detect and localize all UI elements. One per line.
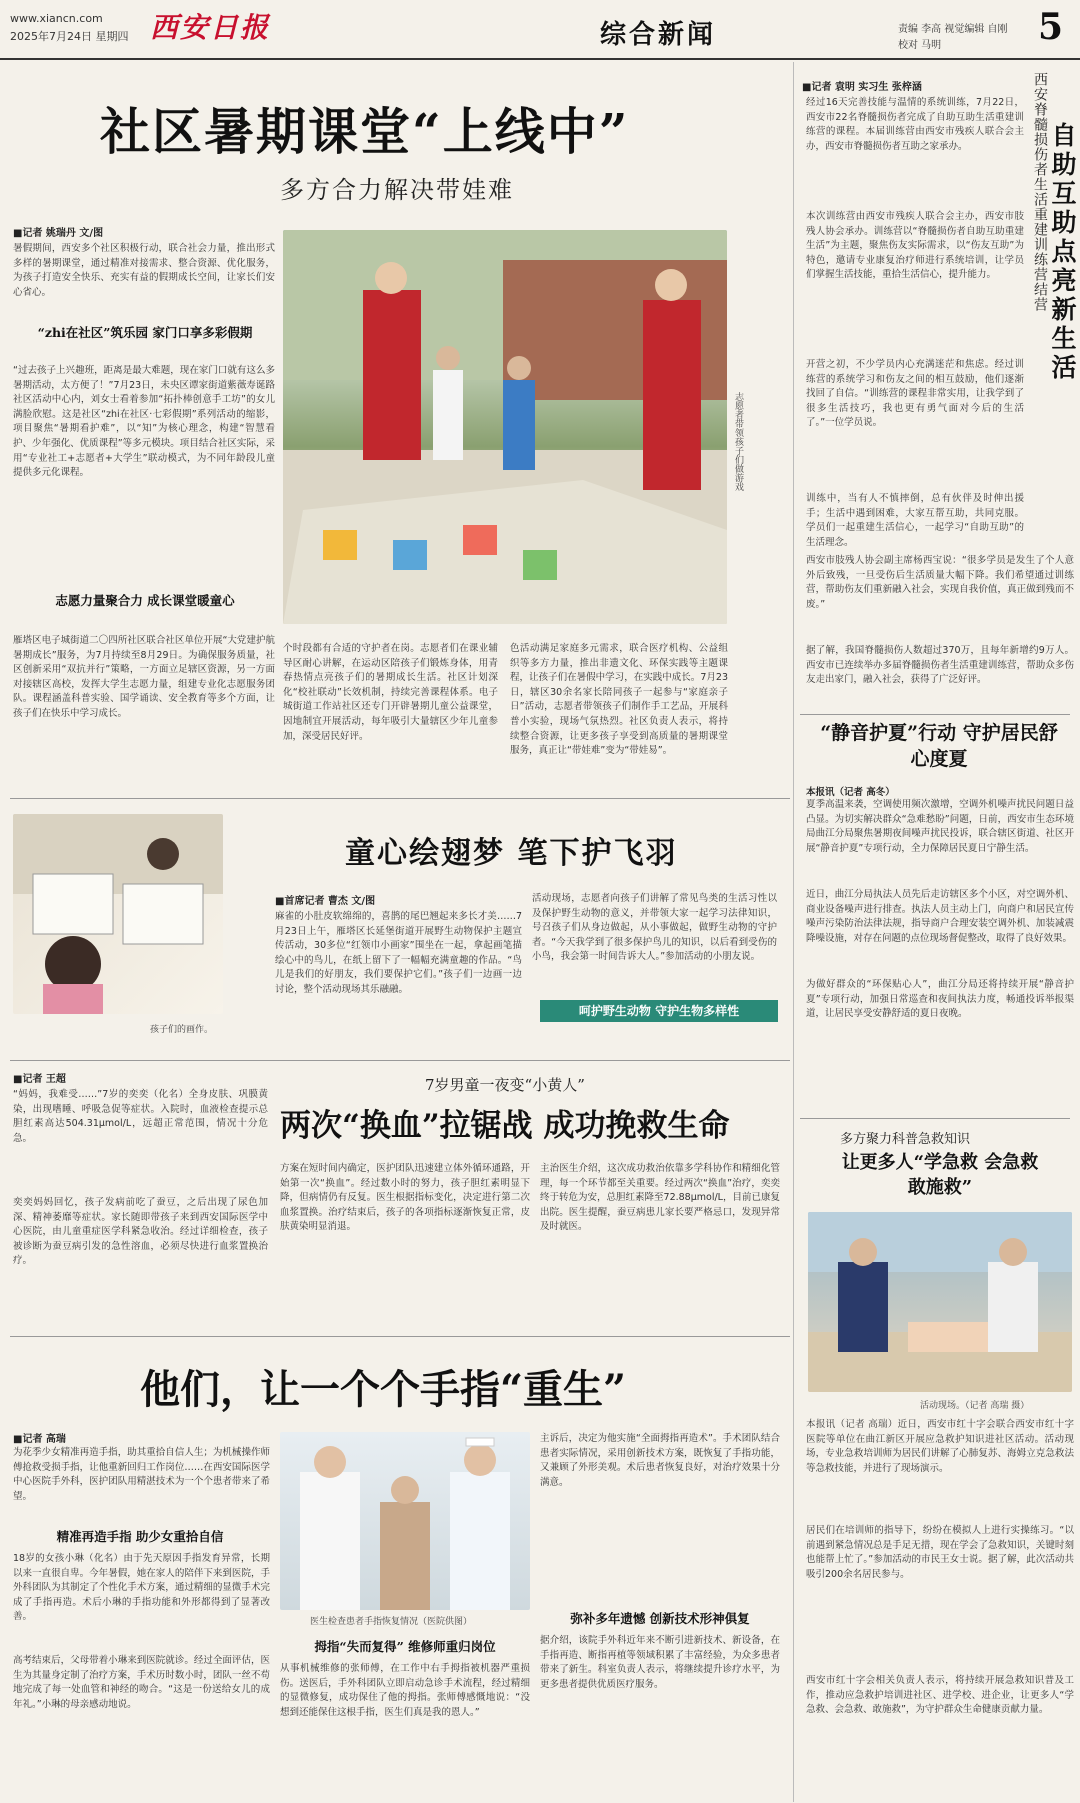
article-quiet-summer: [800, 716, 1080, 1076]
divider: [10, 798, 790, 799]
byline: ■记者 姚瑞丹 文/图: [13, 228, 104, 239]
headline: “静音护夏”行动 守护居民舒心度夏: [820, 722, 1058, 770]
paragraph: 近日，曲江分局执法人员先后走访辖区多个小区，对空调外机、商业设备噪声进行排查。执法人员主动上门，向商户和居民宣传噪声污染防治法律法规，指导商户合理安装空调外机、加装减震降噪设施，对存在问题的点位现场督促整改，取得了良好效果。: [806, 889, 1074, 944]
article-first-aid: [800, 1120, 1080, 1803]
photo-illustration: [808, 1212, 1072, 1392]
paragraph: 本报讯（记者 高瑞）近日，西安市红十字会联合西安市红十字医院等单位在曲江新区开展应急救护知识进社区活动。活动现场，专业急救培训师为居民们讲解了心肺复苏、海姆立克急救法等急救技能，并进行了现场演示。: [806, 1419, 1074, 1474]
banner-text: 呵护野生动物 守护生物多样性: [578, 1004, 740, 1018]
kicker: 7岁男童一夜变“小黄人”: [425, 1076, 585, 1094]
article-bird-drawing: [0, 800, 800, 1040]
lead-paragraph: 为花季少女精准再造手指，助其重拾自信人生；为机械操作师傅抢救受损手指，让他重新回归工作岗位……在西安国际医学中心医院手外科，医护团队用精湛技术为一个个患者带来了希望。: [13, 1447, 270, 1502]
headline: 社区暑期课堂“上线中”: [100, 102, 630, 161]
paragraph: 高考结束后，父母带着小琳来到医院就诊。经过全面评估，医生为其量身定制了治疗方案，手术历时数小时，团队一丝不苟地完成了每一处血管和神经的吻合。“这是一份送给女儿的成年礼。”小琳的母亲感动地说。: [13, 1655, 270, 1710]
column-divider: [793, 62, 794, 1802]
photo-illustration: [283, 230, 727, 624]
paragraph: 18岁的女孩小琳（化名）由于先天原因手指发育异常，长期以来一直很自卑。今年暑假，她在家人的陪伴下来到医院，手外科团队为其制定了个性化手术方案，通过精细的显微手术完成了手指再造。术后小琳的手指功能和外形都得到了显著改善。: [13, 1553, 270, 1623]
paragraph: 主治医生介绍，这次成功救治依靠多学科协作和精细化管理，每一个环节都至关重要。经过两次“换血”治疗，奕奕终于转危为安，总胆红素降至72.88μmol/L，目前已康复出院。医生提醒，蚕豆病患儿家长要严格忌口，发现异常及时就医。: [540, 1163, 780, 1233]
article-spinal-camp: [800, 62, 1080, 712]
article-finger-reconstruction: [0, 1338, 800, 1803]
divider: [800, 1118, 1070, 1119]
paragraph: 夏季高温来袭，空调使用频次激增，空调外机噪声扰民问题日益凸显。为切实解决群众“急难愁盼”问题，日前，西安市生态环境局曲江分局聚焦暑期夜间噪声扰民投诉，联合辖区街道、社区开展“静音护夏”专项行动，全力保障居民夏日宁静生活。: [806, 799, 1074, 854]
paragraph: 居民们在培训师的指导下，纷纷在模拟人上进行实操练习。“以前遇到紧急情况总是手足无措，现在学会了急救知识，关键时刻也能帮上忙了。”参加活动的市民王女士说。据了解，此次活动共吸引200余名居民参与。: [806, 1525, 1074, 1580]
photo-caption: 孩子们的画作。: [150, 1025, 214, 1035]
headline: 他们，让一个个手指“重生”: [140, 1366, 627, 1413]
paragraph: 为做好群众的“环保贴心人”，曲江分局还将持续开展“静音护夏”专项行动，加强日常巡查和夜间执法力度，畅通投诉举报渠道，让居民享受安静舒适的夏日夜晚。: [806, 979, 1074, 1020]
editors: 责编 李高 视觉编辑 自刚: [898, 24, 1008, 35]
paragraph: 色活动满足家庭多元需求，联合医疗机构、公益组织等多方力量，推出非遗文化、环保实践等主题课程，让孩子们在暑假中学习，在实践中成长。7月23日，辖区30余名家长陪同孩子一起参与“家庭亲子日”活动，志愿者带领孩子们制作手工艺品，开展科普小实验，现场气氛热烈。社区负责人表示，将持续整合资源，让更多孩子享受到高质量的暑期课堂服务，真正让“带娃难”变为“带娃易”。: [510, 643, 728, 757]
banner-wildlife: [540, 1000, 778, 1022]
photo-volunteers-children: [283, 230, 727, 624]
article-summer-classroom: [0, 62, 800, 792]
masthead: [0, 0, 1080, 62]
page-number: 5: [1038, 6, 1064, 48]
paragraph: 训练中，当有人不慎摔倒，总有伙伴及时伸出援手；生活中遇到困难，大家互帮互助，共同克服。学员们一起重建生活信心，一起学习“自助互助”的生活理念。: [806, 493, 1024, 548]
paragraph: 方案在短时间内确定，医护团队迅速建立体外循环通路，开始第一次“换血”。经过数小时的努力，孩子胆红素明显下降，但病情仍有反复。医生根据指标变化，决定进行第二次血浆置换。治疗结束后，孩子的各项指标逐渐恢复正常，皮肤黄染明显消退。: [280, 1163, 530, 1233]
byline: ■首席记者 曹杰 文/图: [275, 896, 376, 907]
subheadline: 多方合力解决带娃难: [280, 176, 514, 204]
divider: [10, 1060, 790, 1061]
paragraph: 活动现场，志愿者向孩子们讲解了常见鸟类的生活习性以及保护野生动物的意义，并带领大家一起学习法律知识，号召孩子们从身边做起，从小事做起，做野生动物的守护者。“今天我学到了很多保护鸟儿的知识，以后看到受伤的小鸟，我会第一时间告诉大人。”参加活动的小朋友说。: [532, 893, 777, 963]
vertical-headline: 自助互助点亮新生活: [1048, 122, 1077, 383]
paragraph: 开营之初，不少学员内心充满迷茫和焦虑。经过训练营的系统学习和伤友之间的相互鼓励，他们逐渐找回了自信。“训练营的课程非常实用，让我学到了很多生活技巧，我也更有勇气面对今后的生活了。”一位学员说。: [806, 359, 1024, 429]
headline: 童心绘翅梦 笔下护飞羽: [345, 836, 678, 871]
byline: 本报讯（记者 高冬）: [806, 787, 895, 798]
section-title: 综合新闻: [600, 20, 717, 50]
byline: ■记者 高瑞: [13, 1434, 66, 1445]
paragraph: 西安市红十字会相关负责人表示，将持续开展急救知识普及工作，推动应急救护培训进社区、进学校、进企业，让更多人“学急救、会急救、敢施救”，为守护群众生命健康贡献力量。: [806, 1675, 1074, 1716]
divider: [800, 714, 1070, 715]
photo-children-drawings: [13, 814, 223, 1014]
lead-paragraph: 暑假期间，西安多个社区积极行动，联合社会力量，推出形式多样的暑期课堂，通过精准对接需求、整合资源、优化服务，为孩子打造安全快乐、充实有益的假期成长空间，让家长们安心省心。: [13, 243, 275, 298]
site-url: www.xiancn.com: [10, 12, 103, 25]
headline: 两次“换血”拉锯战 成功挽救生命: [280, 1108, 730, 1144]
photo-first-aid-training: [808, 1212, 1072, 1392]
paragraph: 从事机械维修的张师傅，在工作中右手拇指被机器严重损伤。送医后，手外科团队立即启动急诊手术流程，经过精细的显微修复，成功保住了他的拇指。张师傅感慨地说：“没想到还能保住这根手指，医生们真是我的恩人。”: [280, 1663, 530, 1718]
masthead-rule: [0, 58, 1080, 60]
paragraph: 个时段都有合适的守护者在岗。志愿者们在课业辅导区耐心讲解，在运动区陪孩子们锻炼身体，用青春热情点亮孩子们的暑期成长生活。社区计划深化“校社联动”长效机制，持续完善课程体系。电子城街道工作站社区还专门开辟暑期儿童公益课堂，因地制宜开展活动，每年吸引大量辖区少年儿童参加，深受居民好评。: [283, 643, 498, 742]
paragraph: 雁塔区电子城街道二〇四所社区联合社区单位开展“大党建护航暑期成长”服务，为7月持续至8月29日。为确保服务质量，社区创新采用“双抗并行”策略，一方面立足辖区资源，另一方面对接辖区高校，发挥大学生志愿力量，组建专业化志愿服务团队。课程涵盖科普实验、国学诵读、安全教育等多个方面，让孩子们在快乐中学习成长。: [13, 635, 275, 719]
section-heading: 弥补多年遗憾 创新技术形神俱复: [570, 1611, 750, 1626]
paragraph: 奕奕妈妈回忆，孩子发病前吃了蚕豆，之后出现了尿色加深、精神萎靡等症状。家长随即带孩子来到西安国际医学中心医院，由儿童重症医学科紧急收治。经过详细检查，孩子被诊断为蚕豆病引发的急性溶血，必须尽快进行血浆置换治疗。: [13, 1197, 268, 1267]
paragraph: 主诉后，决定为他实施“全面拇指再造术”。手术团队结合患者实际情况，采用创新技术方案，既恢复了手指功能，又兼顾了外形美观。术后患者恢复良好，对治疗效果十分满意。: [540, 1433, 780, 1488]
photo-caption: 活动现场。（记者 高瑞 摄）: [920, 1401, 1030, 1411]
photo-doctor-patient: [280, 1432, 530, 1610]
article-blood-exchange: [0, 1062, 800, 1332]
section-heading: “zhi在社区”筑乐园 家门口享多彩假期: [37, 325, 253, 340]
photo-caption: 医生检查患者手指恢复情况（医院供图）: [310, 1617, 473, 1627]
photo-illustration: [280, 1432, 530, 1610]
paragraph: 本次训练营由西安市残疾人联合会主办，西安市肢残人协会承办。训练营以“脊髓损伤者自助互助重建生活”为主题，聚焦伤友实际需求，以“伤友互助”为特色，邀请专业康复治疗师进行系统培训，让学员们掌握生活技能，重拾生活信心，提升能力。: [806, 211, 1024, 281]
photo-illustration: [13, 814, 223, 1014]
section-heading: 志愿力量聚合力 成长课堂暖童心: [55, 593, 235, 608]
paragraph: 据介绍，该院手外科近年来不断引进新技术、新设备，在手指再造、断指再植等领域积累了丰富经验，为众多患者带来了新生。科室负责人表示，将继续提升诊疗水平，为更多患者提供优质医疗服务。: [540, 1635, 780, 1690]
paragraph: “妈妈，我难受……”7岁的奕奕（化名）全身皮肤、巩膜黄染，出现嗜睡、呼吸急促等症状。入院时，血液检查提示总胆红素高达504.31μmol/L，远超正常范围，情况十分危急。: [13, 1089, 268, 1144]
proofreader: 校对 马明: [898, 40, 942, 51]
section-heading: 拇指“失而复得” 维修师重归岗位: [314, 1639, 496, 1654]
paragraph: “过去孩子上兴趣班，距离是最大难题，现在家门口就有这么多暑期活动，太方便了！”7月23日，未央区谭家街道紫薇寿诞路社区活动中心内，刘女士看着参加“拓扑棒创意手工坊”的女儿满脸欣慰。这是社区“zhi在社区·七彩假期”系列活动的缩影，项目聚焦“暑期看护难”，以“知”为核心理念，构建“智慧看护、少年强化、优质课程”等多元模块。项目结合社区实际，采用“专业社工+志愿者+大学生”联动模式，为不同年龄段儿童提供多元化课程。: [13, 365, 275, 479]
byline: ■记者 袁明 实习生 张梓涵: [802, 82, 922, 93]
section-heading: 精准再造手指 助少女重拾自信: [56, 1529, 224, 1544]
newspaper-logo: 西安日报: [150, 11, 271, 44]
paragraph: 经过16天完善技能与温情的系统训练，7月22日，西安市22名脊髓损伤者完成了自助互助生活重建训练营的课程。本届训练营由西安市残疾人联合会主办，西安市脊髓损伤者互助之家承办。: [806, 97, 1024, 152]
paragraph: 麻雀的小肚皮软绵绵的，喜鹊的尾巴翘起来多长才美……7月23日上午，雁塔区长延堡街道开展野生动物保护主题宣传活动，30多位“红领巾小画家”围坐在一起，拿起画笔描绘心中的鸟儿，在纸上留下了一幅幅充满童趣的作品。“鸟儿是我们的好朋友，我们要保护它们。”孩子们一边画一边讨论，整个活动现场其乐融融。: [275, 911, 522, 995]
headline: 让更多人“学急救 会急救敢施救”: [841, 1152, 1039, 1198]
issue-date: 2025年7月24日 星期四: [10, 30, 129, 43]
paragraph: 据了解，我国脊髓损伤人数超过370万，且每年新增约9万人。西安市已连续举办多届脊髓损伤者生活重建训练营，帮助众多伤友走出家门，融入社会，获得了广泛好评。: [806, 645, 1074, 686]
photo-caption: 志愿者带领孩子们做游戏: [733, 392, 743, 491]
small-vertical-title: 西安脊髓损伤者生活重建训练营结营: [1032, 72, 1048, 312]
kicker: 多方聚力科普急救知识: [840, 1132, 971, 1147]
paragraph: 西安市肢残人协会副主席杨西宝说：“很多学员是发生了个人意外后致残，一旦受伤后生活质量大幅下降。我们希望通过训练营，帮助伤友们重新融入社会，实现自我价值，真正做到残而不废。”: [806, 555, 1074, 610]
divider: [10, 1336, 790, 1337]
byline: ■记者 王超: [13, 1074, 66, 1085]
